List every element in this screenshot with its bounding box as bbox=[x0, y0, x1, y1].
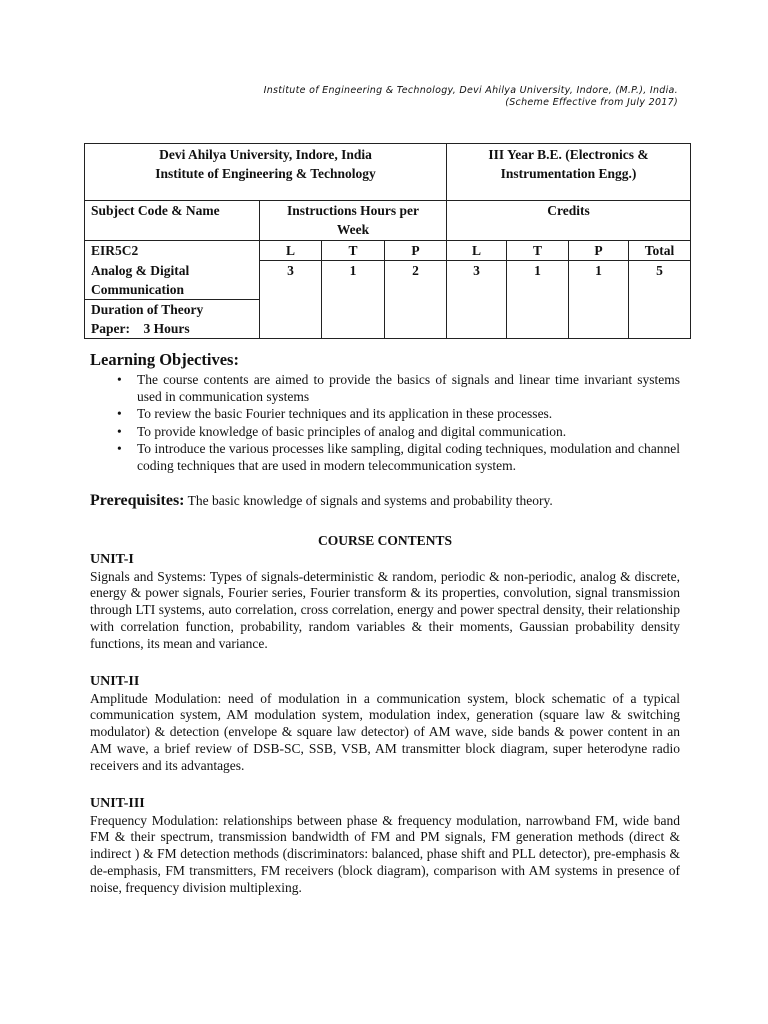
prerequisites-label: Prerequisites: bbox=[90, 491, 185, 509]
duration-cell bbox=[85, 299, 260, 338]
credit-col-total: Total bbox=[629, 241, 691, 261]
instr-col-l: L bbox=[260, 241, 322, 261]
instr-val-t: 1 bbox=[322, 261, 385, 339]
credit-val-p: 1 bbox=[569, 261, 629, 339]
duration-line-1: Duration of Theory bbox=[91, 301, 204, 317]
instructions-header bbox=[260, 201, 447, 241]
objectives-list bbox=[90, 372, 680, 475]
program-line-1: III Year B.E. (Electronics & bbox=[488, 147, 649, 162]
credit-col-p: P bbox=[569, 241, 629, 261]
credit-val-total: 5 bbox=[629, 261, 691, 339]
instr-val-l: 3 bbox=[260, 261, 322, 339]
objective-item: • To introduce the various processes like sampling, digital coding techniques, modulation and channel coding techniques that are used in modern telecommunication system. bbox=[137, 441, 680, 474]
subject-name-line-2: Communication bbox=[91, 281, 185, 297]
page-header bbox=[264, 85, 678, 109]
course-content bbox=[90, 350, 680, 897]
program-cell bbox=[447, 144, 691, 201]
credit-val-l: 3 bbox=[447, 261, 507, 339]
unit-3-title: UNIT-III bbox=[90, 795, 145, 811]
prerequisites-text: The basic knowledge of signals and systems and probability theory. bbox=[187, 492, 553, 508]
subject-name bbox=[85, 261, 260, 300]
unit-2-title: UNIT-II bbox=[90, 673, 140, 689]
program-line-2: Instrumentation Engg.) bbox=[500, 166, 637, 181]
header-institute-line: Institute of Engineering & Technology, Devi Ahilya University, Indore, (M.P.), India. bbox=[263, 85, 678, 96]
header-scheme-line: (Scheme Effective from July 2017) bbox=[505, 97, 678, 108]
subject-header: Subject Code & Name bbox=[85, 201, 260, 241]
instr-col-t: T bbox=[322, 241, 385, 261]
unit-1-title: UNIT-I bbox=[90, 551, 134, 567]
university-cell bbox=[85, 144, 447, 201]
prerequisites bbox=[90, 492, 680, 510]
institute-name: Institute of Engineering & Technology bbox=[155, 166, 376, 181]
instr-val-p: 2 bbox=[385, 261, 447, 339]
objectives-title: Learning Objectives: bbox=[90, 350, 239, 369]
duration-line-2: Paper: 3 Hours bbox=[91, 320, 190, 336]
subject-code: EIR5C2 bbox=[85, 241, 260, 261]
course-info-table bbox=[84, 143, 691, 339]
credits-header: Credits bbox=[447, 201, 691, 241]
unit-2-body: Amplitude Modulation: need of modulation in a communication system, block schematic of a typical communication system, AM modulation system, modulation index, generation (square law & switching modulator) & detection (envelope & square law detector) of AM wave, side bands & power content in an AM wave, a brief review of DSB-SC, SSB, VSB, AM transmitter block diagram, super heterodyne radio receivers and its advantages. bbox=[90, 690, 680, 773]
credit-val-t: 1 bbox=[507, 261, 569, 339]
course-contents-heading: COURSE CONTENTS bbox=[318, 532, 452, 548]
instructions-header-line-1: Instructions Hours per bbox=[287, 203, 420, 218]
instructions-header-line-2: Week bbox=[336, 222, 370, 237]
instr-col-p: P bbox=[385, 241, 447, 261]
unit-1-body: Signals and Systems: Types of signals-deterministic & random, periodic & non-periodic, analog & discrete, energy & power signals, Fourier series, Fourier transform & its properties, convolution, signal transmission through LTI systems, auto correlation, cross correlation, energy and power spectral density, their relationship with correlation function, probability, random variables & their moments, Gaussian probability density functions, its mean and variance. bbox=[90, 568, 680, 651]
objective-item: • To provide knowledge of basic principles of analog and digital communication. bbox=[137, 424, 680, 441]
unit-3-body: Frequency Modulation: relationships between phase & frequency modulation, narrowband FM, wide band FM & their spectrum, transmission bandwidth of FM and PM signals, FM generation methods (direct & indirect ) & FM detection methods (discriminators: balanced, phase shift and PLL detector), pre-emphasis & de-emphasis, FM transmitters, FM receivers (block diagram), comparison with AM systems in presence of noise, frequency division multiplexing. bbox=[90, 812, 680, 895]
objective-item: • The course contents are aimed to provide the basics of signals and linear time invariant systems used in communication systems bbox=[137, 372, 680, 405]
objective-item: • To review the basic Fourier techniques and its application in these processes. bbox=[137, 406, 680, 423]
subject-name-line-1: Analog & Digital bbox=[91, 262, 190, 278]
credit-col-t: T bbox=[507, 241, 569, 261]
credit-col-l: L bbox=[447, 241, 507, 261]
university-name: Devi Ahilya University, Indore, India bbox=[159, 147, 372, 162]
